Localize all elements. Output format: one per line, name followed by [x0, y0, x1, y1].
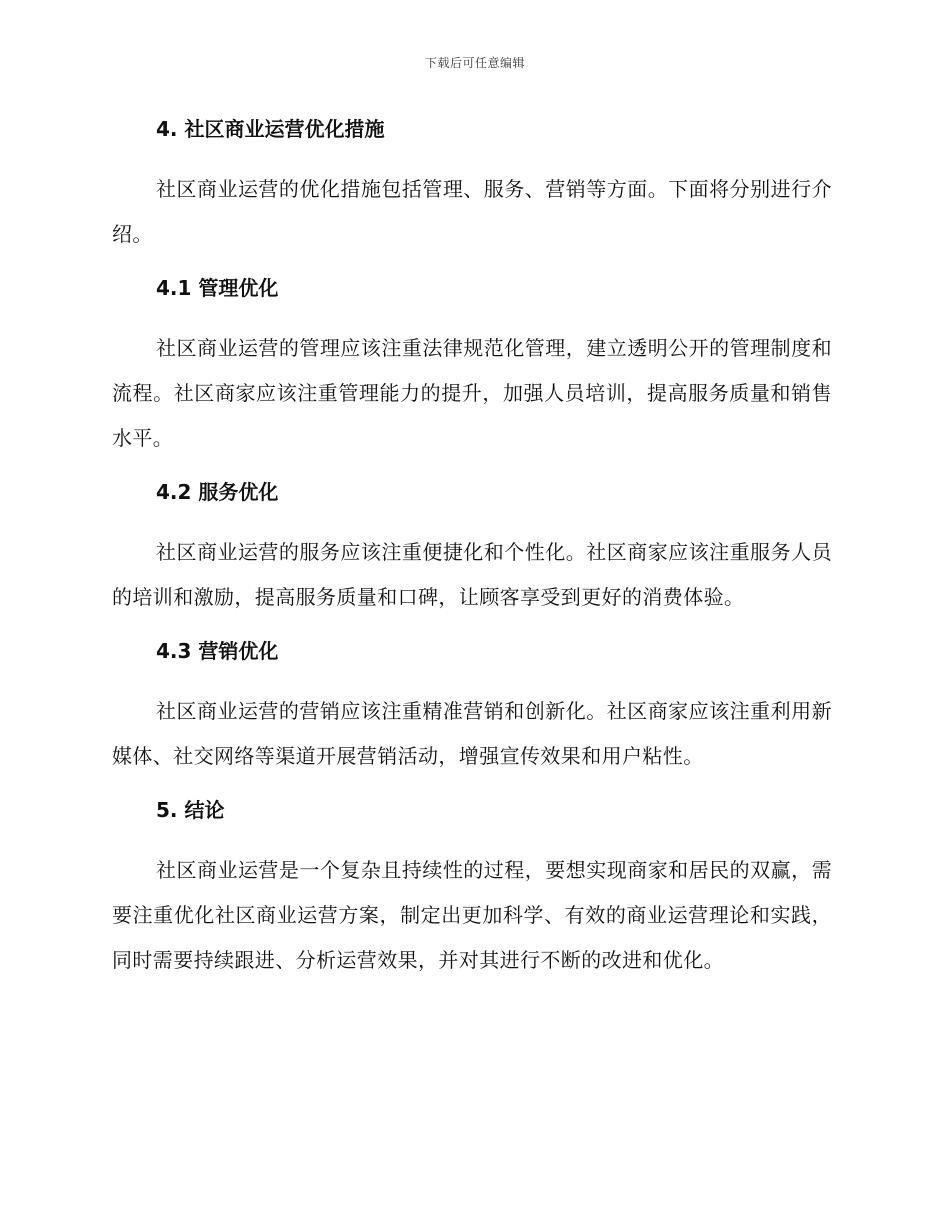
section-heading: 4.2 服务优化 — [156, 480, 279, 504]
section-paragraph: 社区商业运营的优化措施包括管理、服务、营销等方面。下面将分别进行介绍。 — [112, 177, 832, 246]
section-heading: 4.1 管理优化 — [156, 276, 279, 300]
section-paragraph: 社区商业运营是一个复杂且持续性的过程，要想实现商家和居民的双赢，需要注重优化社区商业运营方案，制定出更加科学、有效的商业运营理论和实践，同时需要持续跟进、分析运营效果，并对其进行不断的改进和优化。 — [112, 858, 832, 972]
section-marketing-optimization — [112, 633, 832, 779]
section-service-optimization — [112, 474, 832, 620]
section-paragraph: 社区商业运营的管理应该注重法律规范化管理，建立透明公开的管理制度和流程。社区商家应该注重管理能力的提升，加强人员培训，提高服务质量和销售水平。 — [112, 336, 832, 450]
section-management-optimization — [112, 270, 832, 461]
section-heading: 4.3 营销优化 — [156, 639, 279, 663]
section-conclusion — [112, 792, 832, 983]
section-paragraph: 社区商业运营的营销应该注重精准营销和创新化。社区商家应该注重利用新媒体、社交网络等渠道开展营销活动，增强宣传效果和用户粘性。 — [112, 699, 832, 768]
section-optimization-measures — [112, 111, 832, 257]
section-paragraph: 社区商业运营的服务应该注重便捷化和个性化。社区商家应该注重服务人员的培训和激励，提高服务质量和口碑，让顾客享受到更好的消费体验。 — [112, 540, 832, 609]
section-heading: 5. 结论 — [156, 798, 225, 822]
document-body — [112, 111, 832, 983]
page-header: 下载后可任意编辑 — [424, 56, 525, 70]
section-heading: 4. 社区商业运营优化措施 — [156, 117, 385, 141]
